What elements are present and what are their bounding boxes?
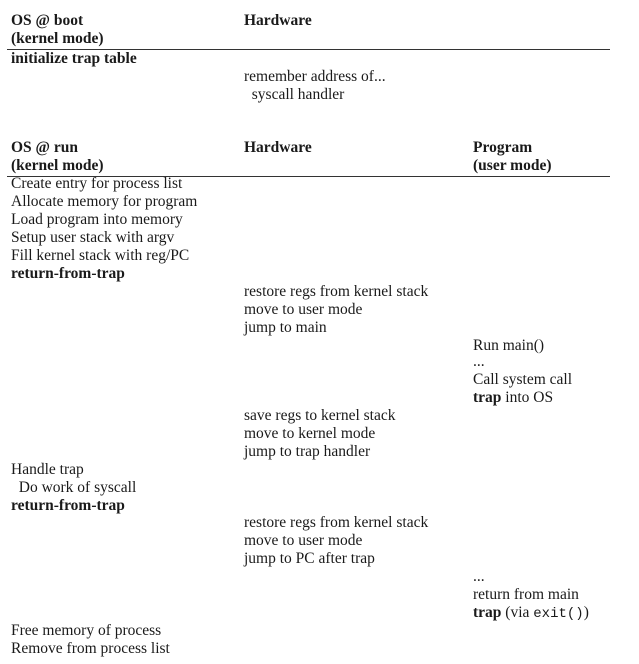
hw-step: jump to main — [244, 319, 327, 336]
hw-step: move to kernel mode — [244, 425, 376, 442]
prog-step: Call system call — [473, 371, 573, 388]
trap-rest: into OS — [501, 389, 554, 406]
exit-code: exit() — [533, 606, 584, 622]
run-hw-header: Hardware — [244, 139, 312, 156]
hw-step: jump to trap handler — [244, 443, 371, 460]
os-step: Allocate memory for program — [11, 193, 198, 210]
boot-os-init: initialize trap table — [11, 50, 137, 67]
prog-ellipsis: ... — [473, 568, 485, 585]
trap-post: ) — [583, 604, 589, 621]
boot-os-header: OS @ boot — [11, 12, 84, 29]
boot-os-mode: (kernel mode) — [11, 30, 104, 47]
os-step: Free memory of process — [11, 622, 162, 639]
hw-step: restore regs from kernel stack — [244, 514, 429, 531]
hw-step: move to user mode — [244, 301, 363, 318]
trap-pre: (via — [501, 604, 534, 621]
os-return-from-trap: return-from-trap — [11, 265, 125, 282]
os-step: Create entry for process list — [11, 175, 183, 192]
os-step: Fill kernel stack with reg/PC — [11, 247, 190, 264]
boot-hw-remember: remember address of... — [244, 68, 386, 85]
run-os-header: OS @ run — [11, 139, 78, 156]
run-prog-header: Program — [473, 139, 533, 156]
run-prog-mode: (user mode) — [473, 157, 552, 174]
os-return-from-trap: return-from-trap — [11, 497, 125, 514]
os-step: Handle trap — [11, 461, 84, 478]
boot-hw-header: Hardware — [244, 12, 312, 29]
hw-step: move to user mode — [244, 532, 363, 549]
prog-ellipsis: ... — [473, 353, 485, 370]
os-step: Remove from process list — [11, 640, 170, 657]
prog-step: Run main() — [473, 337, 545, 354]
hw-step: jump to PC after trap — [244, 550, 375, 567]
os-step: Load program into memory — [11, 211, 183, 228]
run-os-mode: (kernel mode) — [11, 157, 104, 174]
boot-hw-syscall-handler: syscall handler — [244, 86, 345, 103]
trap-keyword: trap — [473, 604, 502, 621]
prog-step: return from main — [473, 586, 579, 603]
hw-step: save regs to kernel stack — [244, 407, 396, 424]
os-step: Do work of syscall — [11, 479, 137, 496]
trap-keyword: trap — [473, 389, 502, 406]
prog-trap-into-os — [473, 389, 553, 407]
prog-trap-exit — [473, 604, 589, 623]
hw-step: restore regs from kernel stack — [244, 283, 429, 300]
os-step: Setup user stack with argv — [11, 229, 175, 246]
